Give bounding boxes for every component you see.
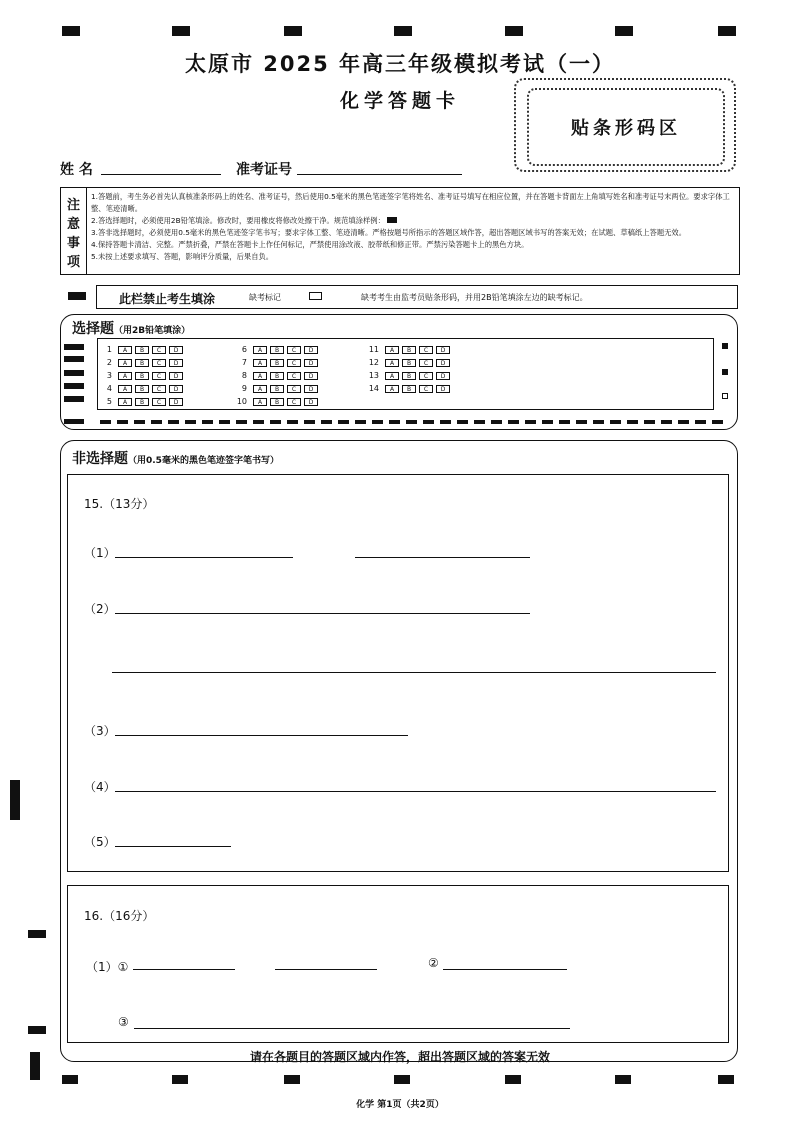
timing-dash [457,420,468,424]
fill-sample-icon [387,217,397,223]
name-label: 姓 名 [60,162,93,178]
timing-mark [505,1075,521,1084]
option-bubble[interactable]: C [152,398,166,406]
timing-dash [321,420,332,424]
timing-dash [644,420,655,424]
q15-part-label: （4） [84,780,116,794]
timing-dash [508,420,519,424]
option-bubble[interactable]: A [253,385,267,393]
exam-id-label: 准考证号 [236,162,292,178]
timing-dash [627,420,638,424]
question-number: 12 [368,358,379,367]
q15-part-label: （2） [84,602,116,616]
choice-row [98,396,186,407]
question-number: 4 [106,384,112,393]
timing-dash [678,420,689,424]
option-bubble[interactable]: D [169,346,183,354]
question-number: 6 [241,345,247,354]
timing-mark [30,1052,40,1080]
option-bubble[interactable]: B [135,398,149,406]
choice-row [365,344,453,355]
answer-line[interactable] [112,672,716,673]
timing-mark [28,1026,46,1034]
option-bubble[interactable]: A [385,346,399,354]
notice-item: 5.未按上述要求填写、答题，影响评分质量，后果自负。 [91,252,274,261]
absent-mark-box[interactable] [309,292,322,300]
choice-section-title: 选择题（用2B铅笔填涂） [72,321,191,337]
timing-dash [423,420,434,424]
option-bubble[interactable]: D [169,398,183,406]
answer-line[interactable] [443,969,567,970]
timing-mark [615,26,633,36]
option-bubble[interactable]: B [402,385,416,393]
q16-part-label: （1）① [86,960,129,974]
notice-item: 2.答选择题时，必须使用2B铅笔填涂。修改时，要用橡皮将修改处擦干净。规范填涂样例： [91,215,735,227]
timing-dash [406,420,417,424]
timing-dash [100,420,111,424]
answer-line[interactable] [355,557,530,558]
option-bubble[interactable]: C [287,372,301,380]
q15-part-label: （1） [84,546,116,560]
timing-mark [62,26,80,36]
option-bubble[interactable]: D [436,372,450,380]
q15-heading: 15.（13分） [84,497,155,511]
notice-heading: 注 意 事 项 [61,188,87,274]
exam-id-field[interactable] [297,174,462,175]
option-bubble[interactable]: D [436,346,450,354]
timing-dash [304,420,315,424]
timing-mark [615,1075,631,1084]
option-bubble[interactable]: D [304,346,318,354]
timing-mark [394,26,412,36]
option-bubble[interactable]: A [253,398,267,406]
option-bubble[interactable]: B [402,359,416,367]
option-bubble[interactable]: A [385,385,399,393]
choice-row [365,383,453,394]
answer-line[interactable] [275,969,377,970]
notice-item: 4.保持答题卡清洁、完整。严禁折叠，严禁在答题卡上作任何标记，严禁使用涂改液、胶带纸和修正带。严禁污染答题卡上的黑色方块。 [91,240,529,249]
timing-dash [202,420,213,424]
option-bubble[interactable]: D [169,385,183,393]
timing-dash [151,420,162,424]
option-bubble[interactable]: A [118,385,132,393]
q15-part-label: （5） [84,835,116,849]
option-bubble[interactable]: C [419,372,433,380]
timing-mark [10,780,20,820]
q16-heading: 16.（16分） [84,909,155,923]
timing-dash [661,420,672,424]
option-bubble[interactable]: A [385,359,399,367]
question-number: 14 [368,384,379,393]
timing-mark [64,419,84,424]
timing-dash [491,420,502,424]
option-bubble[interactable]: C [419,385,433,393]
question-number: 2 [106,358,112,367]
option-bubble[interactable]: D [304,372,318,380]
absent-mark-label: 缺考标记 [249,293,281,302]
timing-dash [542,420,553,424]
question-number: 8 [241,371,247,380]
question-number: 11 [368,345,379,354]
option-bubble[interactable]: C [287,398,301,406]
option-bubble[interactable]: D [436,359,450,367]
option-bubble[interactable]: C [419,359,433,367]
timing-mark [64,344,84,350]
q16-subpart-label: ③ [118,1015,129,1029]
timing-dash [559,420,570,424]
option-bubble[interactable]: B [270,398,284,406]
timing-mark [64,396,84,402]
timing-dash [525,420,536,424]
timing-mark [718,26,736,36]
option-bubble[interactable]: D [304,385,318,393]
option-bubble[interactable]: B [270,372,284,380]
timing-dash [253,420,264,424]
choice-row [98,357,186,368]
choice-row [233,344,321,355]
question-number: 9 [241,384,247,393]
timing-mark [64,356,84,362]
timing-mark [284,1075,300,1084]
option-bubble[interactable]: B [402,372,416,380]
option-bubble[interactable]: C [287,385,301,393]
option-bubble[interactable]: A [253,359,267,367]
notice-items [91,191,735,263]
timing-mark [68,292,86,300]
option-bubble[interactable]: C [152,359,166,367]
barcode-area: 贴条形码区 [527,88,725,166]
choice-row [233,396,321,407]
timing-mark [64,370,84,376]
timing-mark [718,1075,734,1084]
nonchoice-section-title: 非选择题（用0.5毫米的黑色笔迹签字笔书写） [72,451,279,467]
timing-dash [474,420,485,424]
timing-mark [172,26,190,36]
timing-dash [270,420,281,424]
timing-dash [287,420,298,424]
timing-dash [389,420,400,424]
timing-mark [505,26,523,36]
choice-row [233,357,321,368]
timing-dash [236,420,247,424]
option-bubble[interactable]: B [135,372,149,380]
timing-dash [185,420,196,424]
option-bubble[interactable]: A [118,372,132,380]
answer-line[interactable] [134,1028,570,1029]
option-bubble[interactable]: C [419,346,433,354]
option-bubble[interactable]: A [118,346,132,354]
timing-dash [695,420,706,424]
notice-item: 1.答题前，考生务必首先认真核准条形码上的姓名、准考证号，然后使用0.5毫米的黑色笔迹签字笔将姓名、准考证号填写在相应位置，并在答题卡背面左上角填写姓名和准考证号末两位。要求字体工整、笔迹清晰。 [91,192,730,213]
answer-line[interactable] [115,846,231,847]
question-number: 5 [106,397,112,406]
question-number: 3 [106,371,112,380]
timing-dash [576,420,587,424]
option-bubble[interactable]: B [135,385,149,393]
timing-dash [338,420,349,424]
timing-mark [28,930,46,938]
answer-line[interactable] [133,969,235,970]
option-bubble[interactable]: C [287,359,301,367]
page-title: 太原市 2025 年高三年级模拟考试（一） [184,52,616,76]
timing-dash [219,420,230,424]
choice-row [233,370,321,381]
timing-dash [593,420,604,424]
q16-answer-box [67,885,729,1043]
option-bubble[interactable]: B [270,346,284,354]
name-field[interactable] [101,174,221,175]
option-bubble[interactable]: D [169,359,183,367]
option-bubble[interactable]: A [118,359,132,367]
option-bubble[interactable]: A [385,372,399,380]
q15-part-label: （3） [84,724,116,738]
question-number: 7 [241,358,247,367]
question-number: 10 [236,397,247,406]
timing-mark [722,393,728,399]
notice-item: 3.答非选择题时，必须使用0.5毫米的黑色笔迹签字笔书写；要求字体工整、笔迹清晰。严格按题号所指示的答题区域作答，超出答题区域书写的答案无效；在试题、草稿纸上答题无效。 [91,228,687,237]
answer-line[interactable] [115,613,530,614]
option-bubble[interactable]: D [169,372,183,380]
choice-row [233,383,321,394]
choice-row [98,370,186,381]
timing-dash [610,420,621,424]
answer-line[interactable] [115,791,716,792]
forbidden-area [96,285,738,309]
timing-mark [64,383,84,389]
question-number: 13 [368,371,379,380]
choice-row [365,370,453,381]
option-bubble[interactable]: B [402,346,416,354]
choice-row [98,344,186,355]
option-bubble[interactable]: D [436,385,450,393]
choice-row [98,383,186,394]
answer-line[interactable] [115,735,408,736]
forbidden-label: 此栏禁止考生填涂 [119,292,216,306]
option-bubble[interactable]: C [152,372,166,380]
timing-mark [722,369,728,375]
option-bubble[interactable]: D [304,398,318,406]
option-bubble[interactable]: A [118,398,132,406]
option-bubble[interactable]: A [253,372,267,380]
timing-mark [172,1075,188,1084]
question-number: 1 [106,345,112,354]
option-bubble[interactable]: B [135,346,149,354]
option-bubble[interactable]: B [270,359,284,367]
q16-subpart-label: ② [428,956,439,970]
timing-dash [168,420,179,424]
timing-dash [134,420,145,424]
timing-mark [722,343,728,349]
timing-dash [117,420,128,424]
option-bubble[interactable]: C [152,346,166,354]
page-number: 化学 第1页（共2页） [356,1100,444,1110]
option-bubble[interactable]: C [287,346,301,354]
answer-line[interactable] [115,557,293,558]
absent-note: 缺考考生由监考员贴条形码，并用2B铅笔填涂左边的缺考标记。 [361,293,588,302]
option-bubble[interactable]: C [152,385,166,393]
answer-area-warning: 请在各题目的答题区域内作答，超出答题区域的答案无效 [249,1050,550,1064]
page-subtitle: 化学答题卡 [339,90,460,112]
option-bubble[interactable]: A [253,346,267,354]
option-bubble[interactable]: B [270,385,284,393]
timing-dash [372,420,383,424]
notice-box [60,187,740,275]
q15-answer-box [67,474,729,872]
choice-row [365,357,453,368]
timing-dash [712,420,723,424]
option-bubble[interactable]: D [304,359,318,367]
option-bubble[interactable]: B [135,359,149,367]
timing-dash [440,420,451,424]
timing-dash [355,420,366,424]
timing-mark [394,1075,410,1084]
timing-mark [284,26,302,36]
timing-mark [62,1075,78,1084]
